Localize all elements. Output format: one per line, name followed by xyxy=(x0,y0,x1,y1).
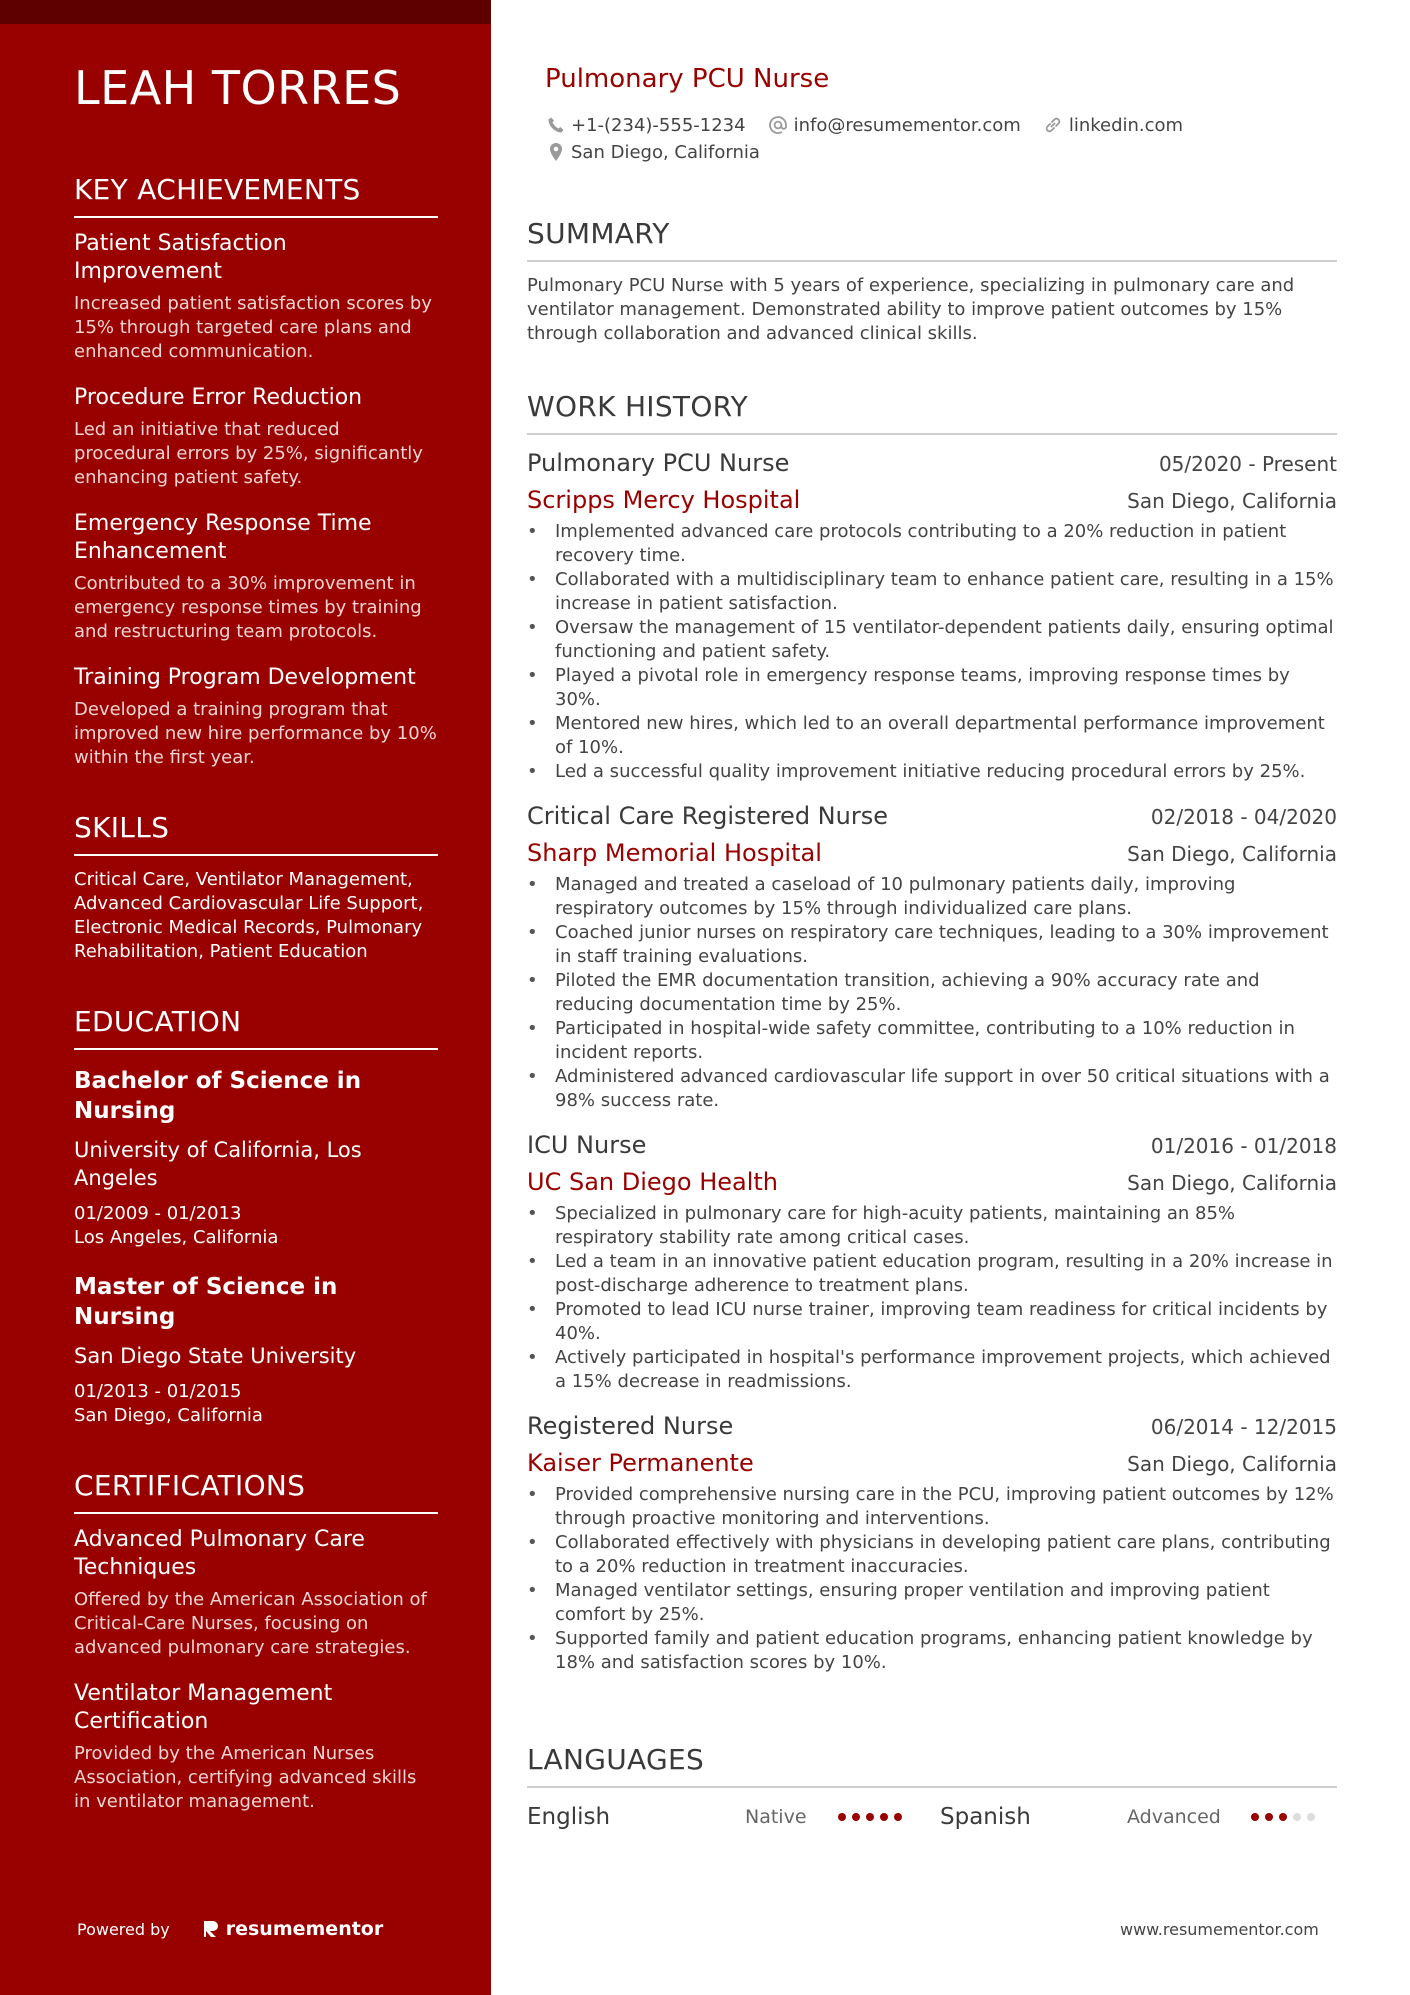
location-pin-icon xyxy=(547,142,565,162)
phone-icon xyxy=(547,116,565,134)
job-bullet: • Implemented advanced care protocols contributing to a 20% reduction in patient recovery time. xyxy=(527,520,1337,568)
languages-row xyxy=(527,1802,1337,1832)
linkedin-text: linkedin.com xyxy=(1068,114,1184,136)
skills-section xyxy=(74,810,438,964)
link-icon xyxy=(1043,115,1063,135)
jobs-list xyxy=(527,447,1337,1675)
certification-title: Advanced Pulmonary Care Techniques xyxy=(74,1527,365,1580)
job-title: Critical Care Registered Nurse xyxy=(527,802,888,830)
education-list xyxy=(74,1066,438,1428)
certification-title: Ventilator Management Certification xyxy=(74,1681,333,1734)
language-level: Advanced xyxy=(1127,1806,1221,1828)
rating-dot-filled xyxy=(1265,1813,1273,1821)
education-item xyxy=(74,1272,438,1428)
language-level: Native xyxy=(745,1806,807,1828)
job-title: Registered Nurse xyxy=(527,1412,734,1440)
achievement-item xyxy=(74,664,438,770)
education-school: University of California, Los Angeles xyxy=(74,1138,362,1190)
job-entry xyxy=(527,1410,1337,1675)
achievement-desc: Developed a training program that improved new hire performance by 10% within the first year. xyxy=(74,699,437,768)
job-dates: 01/2016 - 01/2018 xyxy=(1150,1134,1337,1158)
job-location: San Diego, California xyxy=(1127,489,1337,513)
language-name: Spanish xyxy=(940,1804,1031,1830)
language-rating xyxy=(1251,1813,1331,1821)
job-bullet: • Collaborated effectively with physicians in developing patient care plans, contributing to a 20% reduction in treatment inaccuracies. xyxy=(527,1531,1337,1579)
languages-heading: LANGUAGES xyxy=(527,1742,1337,1788)
candidate-name: LEAH TORRES xyxy=(74,61,402,115)
education-location: Los Angeles, California xyxy=(74,1227,279,1248)
job-bullet: • Specialized in pulmonary care for high-acuity patients, maintaining an 85% respiratory stability rate among critical cases. xyxy=(527,1202,1337,1250)
job-bullet: • Managed and treated a caseload of 10 pulmonary patients daily, improving respiratory outcomes by 15% through individualized care plans. xyxy=(527,873,1337,921)
education-school: San Diego State University xyxy=(74,1344,357,1368)
rating-dot-filled xyxy=(866,1813,874,1821)
rating-dot-filled xyxy=(894,1813,902,1821)
rating-dot-filled xyxy=(1279,1813,1287,1821)
work-history-heading: WORK HISTORY xyxy=(527,389,1337,435)
certification-desc: Offered by the American Association of Critical-Care Nurses, focusing on advanced pulmonary care strategies. xyxy=(74,1589,427,1658)
contact-linkedin[interactable] xyxy=(1043,115,1183,136)
key-achievements-heading: KEY ACHIEVEMENTS xyxy=(74,172,438,218)
certification-desc: Provided by the American Nurses Association, certifying advanced skills in ventilator management. xyxy=(74,1743,417,1812)
job-company: Scripps Mercy Hospital xyxy=(527,486,801,514)
job-bullet: • Played a pivotal role in emergency response teams, improving response times by 30%. xyxy=(527,664,1337,712)
achievement-desc: Increased patient satisfaction scores by 15% through targeted care plans and enhanced communication. xyxy=(74,293,432,362)
job-bullet: • Provided comprehensive nursing care in the PCU, improving patient outcomes by 12% through proactive monitoring and interventions. xyxy=(527,1483,1337,1531)
summary-section xyxy=(527,216,1337,346)
rating-dot-filled xyxy=(1251,1813,1259,1821)
certifications-section xyxy=(74,1468,438,1814)
education-degree: Bachelor of Science in Nursing xyxy=(74,1068,362,1124)
job-bullet: • Coached junior nurses on respiratory care techniques, leading to a 30% improvement in staff training evaluations. xyxy=(527,921,1337,969)
resumementor-brand: resumementor xyxy=(225,1918,384,1940)
job-bullets xyxy=(527,1483,1337,1675)
job-bullet: • Led a team in an innovative patient education program, resulting in a 20% increase in post-discharge adherence to treatment plans. xyxy=(527,1250,1337,1298)
sidebar-top-band xyxy=(0,0,491,24)
language-name: English xyxy=(527,1804,611,1830)
education-section xyxy=(74,1004,438,1428)
job-bullet: • Piloted the EMR documentation transition, achieving a 90% accuracy rate and reducing documentation time by 25%. xyxy=(527,969,1337,1017)
job-title: Pulmonary PCU Nurse xyxy=(527,449,790,477)
achievement-desc: Contributed to a 30% improvement in emergency response times by training and restructuring team protocols. xyxy=(74,573,422,642)
phone-text: +1-(234)-555-1234 xyxy=(571,114,746,136)
footer-url[interactable]: www.resumementor.com xyxy=(1120,1920,1319,1939)
job-bullet: • Managed ventilator settings, ensuring proper ventilation and improving patient comfort by 25%. xyxy=(527,1579,1337,1627)
job-company-row xyxy=(527,479,1337,516)
job-company: UC San Diego Health xyxy=(527,1168,779,1196)
job-title-row xyxy=(527,1129,1337,1161)
certifications-heading: CERTIFICATIONS xyxy=(74,1468,438,1514)
education-location: San Diego, California xyxy=(74,1405,263,1426)
achievements-list xyxy=(74,230,438,770)
job-bullet: • Oversaw the management of 15 ventilator-dependent patients daily, ensuring optimal functioning and patient safety. xyxy=(527,616,1337,664)
job-bullet: • Supported family and patient education programs, enhancing patient knowledge by 18% and satisfaction scores by 10%. xyxy=(527,1627,1337,1675)
rating-dot-filled xyxy=(852,1813,860,1821)
certification-item xyxy=(74,1526,438,1660)
job-bullets xyxy=(527,873,1337,1113)
education-dates: 01/2013 - 01/2015 xyxy=(74,1381,242,1402)
rating-dot-empty xyxy=(1307,1813,1315,1821)
job-entry xyxy=(527,1129,1337,1394)
sidebar xyxy=(0,0,491,1995)
job-bullet: • Actively participated in hospital's performance improvement projects, which achieved a 15% decrease in readmissions. xyxy=(527,1346,1337,1394)
job-company: Sharp Memorial Hospital xyxy=(527,839,822,867)
summary-text: Pulmonary PCU Nurse with 5 years of experience, specializing in pulmonary care and ventilator management. Demonstrated ability to improve patient outcomes by 15% through collaboration and advanced clinical skills. xyxy=(527,275,1295,344)
job-dates: 02/2018 - 04/2020 xyxy=(1150,805,1337,829)
job-entry xyxy=(527,800,1337,1113)
education-dates: 01/2009 - 01/2013 xyxy=(74,1203,242,1224)
job-dates: 05/2020 - Present xyxy=(1158,452,1337,476)
job-title-row xyxy=(527,1410,1337,1442)
location-text: San Diego, California xyxy=(571,141,760,163)
contact-location xyxy=(547,142,760,163)
achievement-desc: Led an initiative that reduced procedural errors by 25%, significantly enhancing patient safety. xyxy=(74,419,423,488)
certifications-list xyxy=(74,1526,438,1814)
job-title-row xyxy=(527,800,1337,832)
job-company-row xyxy=(527,1442,1337,1479)
rating-dot-filled xyxy=(880,1813,888,1821)
job-title-row xyxy=(527,447,1337,479)
at-icon xyxy=(768,115,788,135)
achievement-title: Patient Satisfaction Improvement xyxy=(74,231,287,284)
job-bullets xyxy=(527,1202,1337,1394)
job-bullet: • Administered advanced cardiovascular life support in over 50 critical situations with a 98% success rate. xyxy=(527,1065,1337,1113)
work-history-section xyxy=(527,389,1337,1675)
job-company-row xyxy=(527,1161,1337,1198)
job-bullet: • Mentored new hires, which led to an overall departmental performance improvement of 10%. xyxy=(527,712,1337,760)
job-bullet: • Collaborated with a multidisciplinary team to enhance patient care, resulting in a 15% increase in patient satisfaction. xyxy=(527,568,1337,616)
education-item xyxy=(74,1066,438,1250)
languages-section xyxy=(527,1742,1337,1832)
summary-heading: SUMMARY xyxy=(527,216,1337,262)
job-entry xyxy=(527,447,1337,784)
achievement-title: Training Program Development xyxy=(74,665,416,690)
resumementor-logo-icon xyxy=(202,1919,220,1939)
key-achievements-section xyxy=(74,172,438,770)
achievement-item xyxy=(74,510,438,644)
job-bullet: • Promoted to lead ICU nurse trainer, improving team readiness for critical incidents by 40%. xyxy=(527,1298,1337,1346)
email-text: info@resumementor.com xyxy=(793,114,1021,136)
job-location: San Diego, California xyxy=(1127,1452,1337,1476)
education-meta xyxy=(74,1380,438,1428)
job-bullet: • Participated in hospital-wide safety committee, contributing to a 10% reduction in incident reports. xyxy=(527,1017,1337,1065)
job-title: ICU Nurse xyxy=(527,1131,647,1159)
skills-heading: SKILLS xyxy=(74,810,438,856)
job-location: San Diego, California xyxy=(1127,842,1337,866)
skills-text: Critical Care, Ventilator Management, Advanced Cardiovascular Life Support, Electronic Medical Records, Pulmonary Rehabilitation, Patient Education xyxy=(74,869,424,962)
job-location: San Diego, California xyxy=(1127,1171,1337,1195)
powered-by xyxy=(77,1918,383,1940)
contact-phone[interactable] xyxy=(547,115,746,136)
certification-item xyxy=(74,1680,438,1814)
education-heading: EDUCATION xyxy=(74,1004,438,1050)
resumementor-logo[interactable] xyxy=(202,1918,384,1940)
job-bullet: • Led a successful quality improvement initiative reducing procedural errors by 25%. xyxy=(527,760,1337,784)
education-meta xyxy=(74,1202,438,1250)
contact-info xyxy=(547,112,1267,166)
job-company-row xyxy=(527,832,1337,869)
job-company: Kaiser Permanente xyxy=(527,1449,754,1477)
job-headline: Pulmonary PCU Nurse xyxy=(545,64,830,94)
achievement-title: Procedure Error Reduction xyxy=(74,385,363,410)
language-rating xyxy=(838,1813,940,1821)
contact-email[interactable] xyxy=(768,115,1021,136)
job-dates: 06/2014 - 12/2015 xyxy=(1150,1415,1337,1439)
achievement-title: Emergency Response Time Enhancement xyxy=(74,511,372,564)
rating-dot-empty xyxy=(1293,1813,1301,1821)
achievement-item xyxy=(74,384,438,490)
job-bullets xyxy=(527,520,1337,784)
achievement-item xyxy=(74,230,438,364)
rating-dot-filled xyxy=(838,1813,846,1821)
education-degree: Master of Science in Nursing xyxy=(74,1274,338,1330)
powered-by-label: Powered by xyxy=(77,1919,170,1939)
